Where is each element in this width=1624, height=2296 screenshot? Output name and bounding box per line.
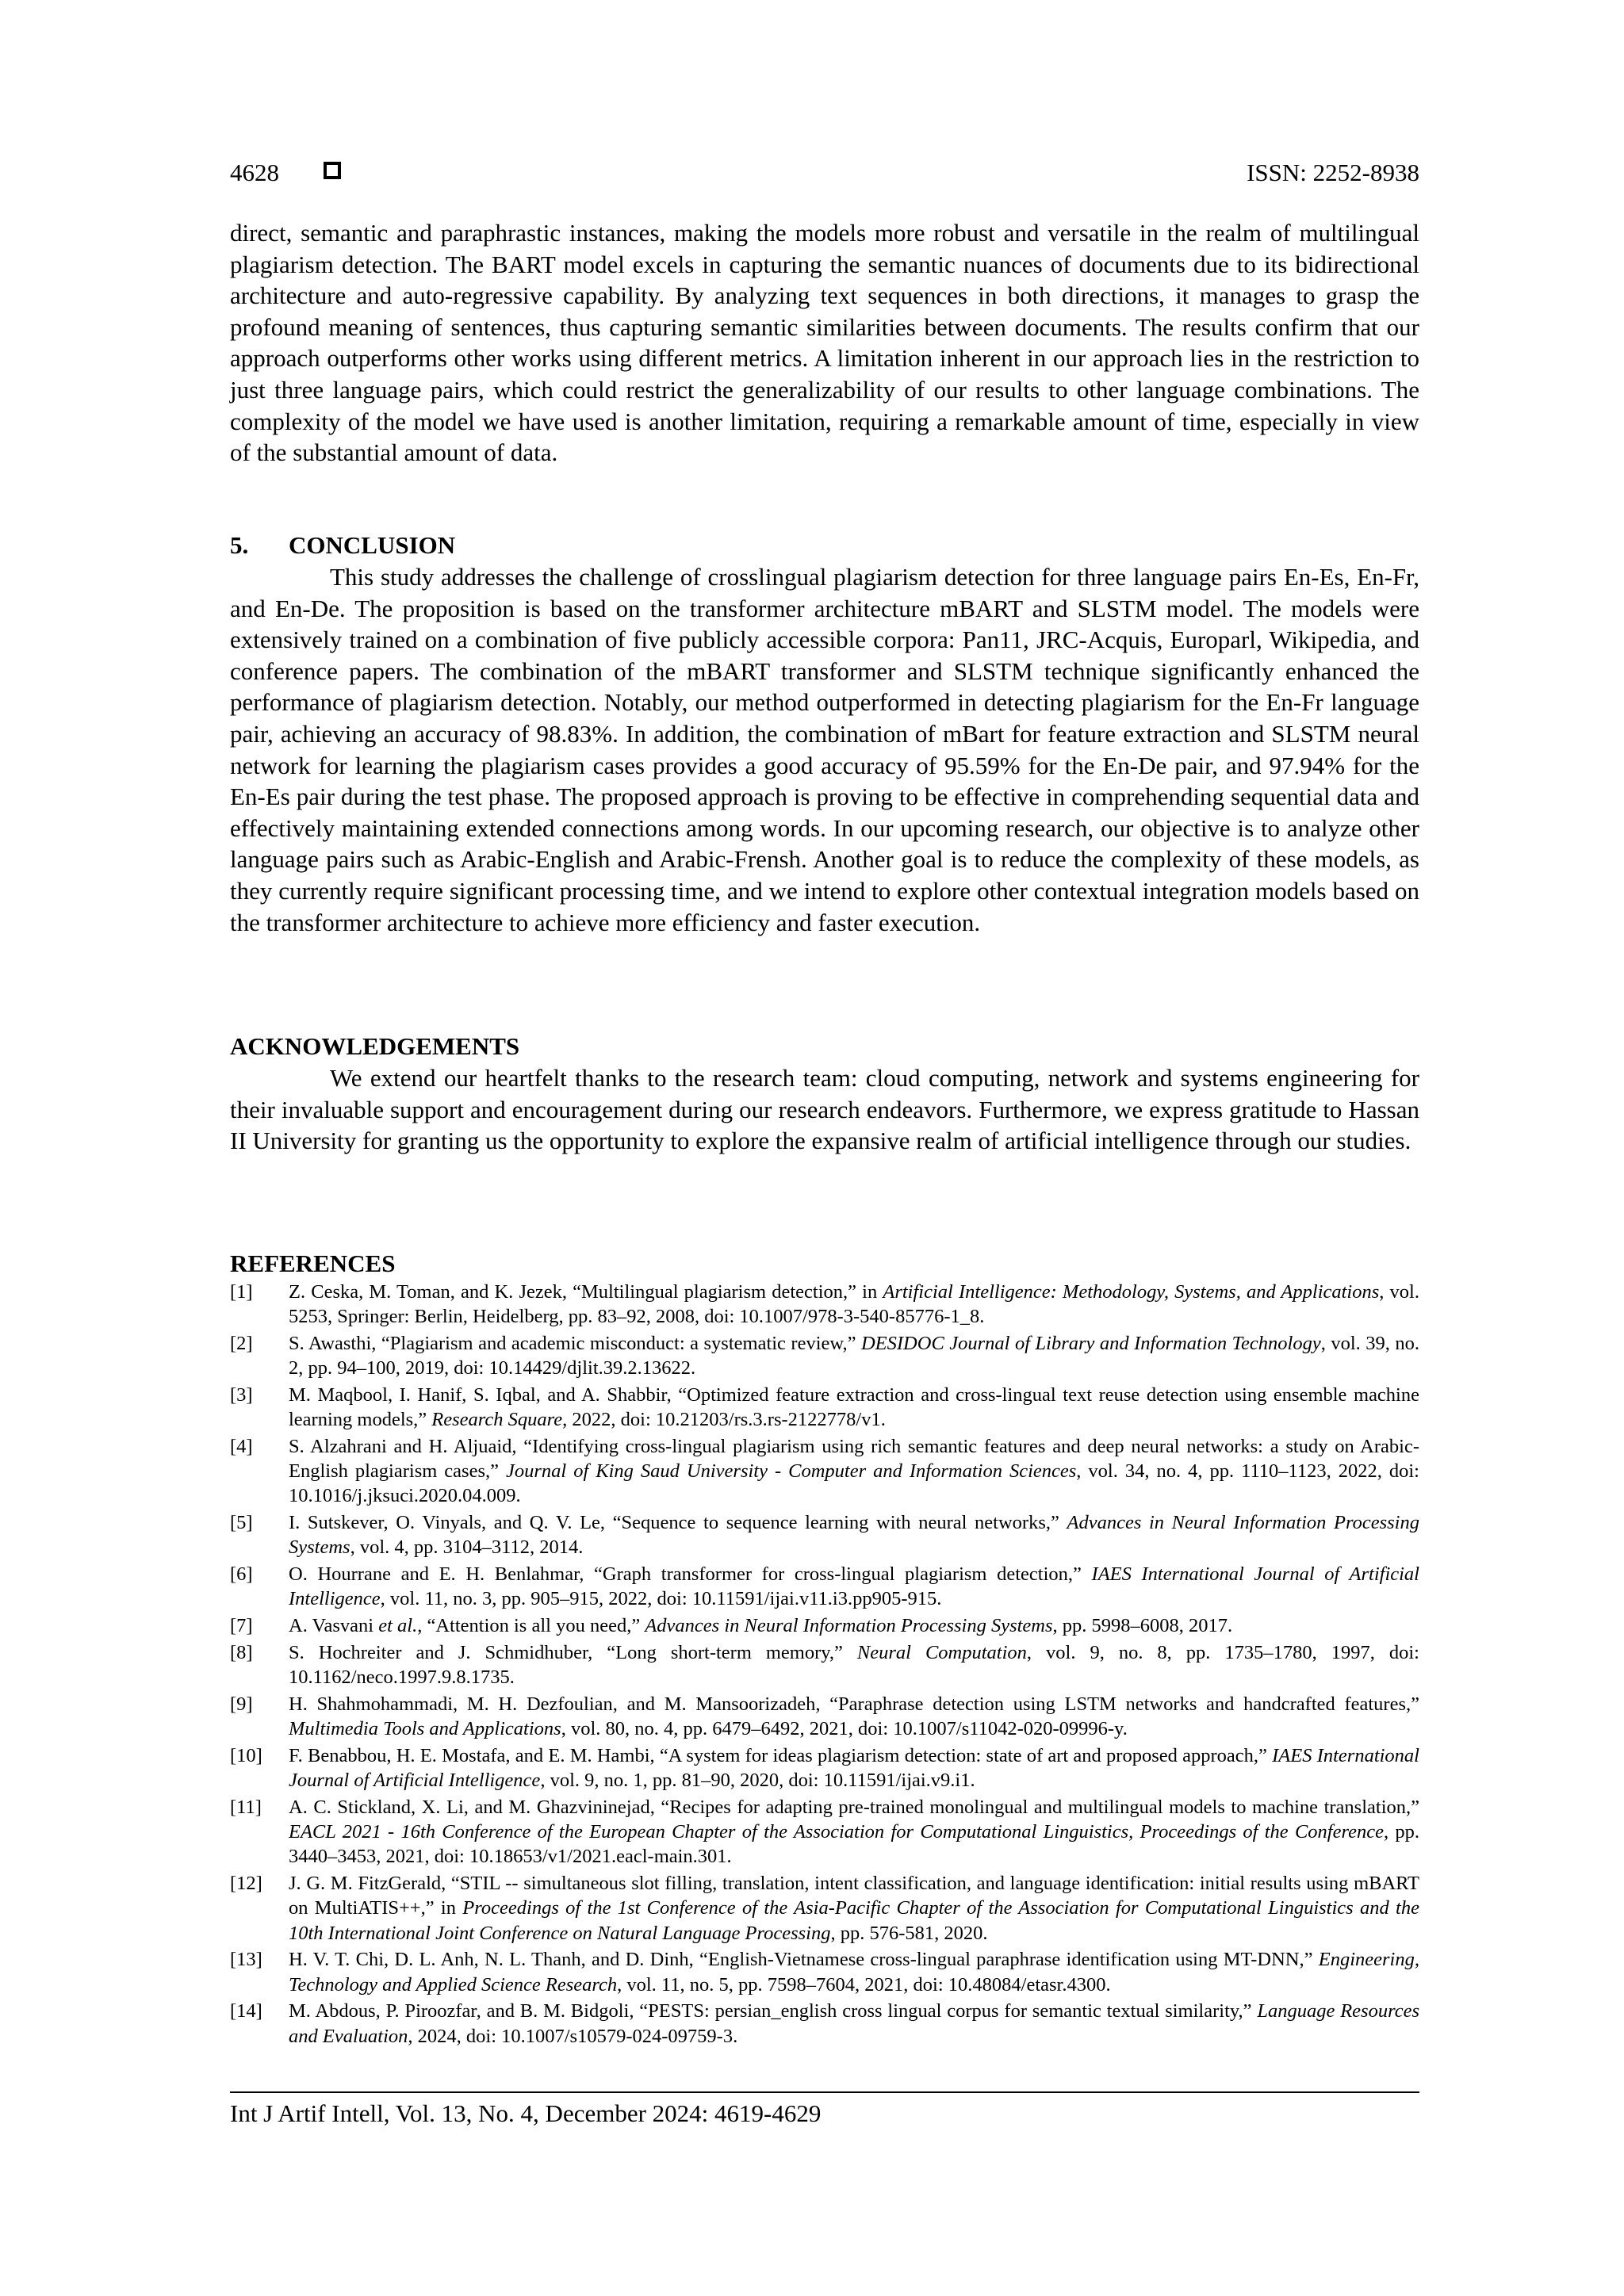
page-header [230, 155, 1419, 190]
acknowledgements-heading [230, 1031, 1419, 1062]
reference-item: [5] I. Sutskever, O. Vinyals, and Q. V. Le, “Sequence to sequence learning with neural networks,” Advances in Neural Information Processing Systems, vol. 4, pp. 3104–3112, 2014. [230, 1512, 1419, 1559]
reference-item: [1] Z. Ceska, M. Toman, and K. Jezek, “Multilingual plagiarism detection,” in Artificial Intelligence: Methodology, Systems, and Applications, vol. 5253, Springer: Berlin, Heidelberg, pp. 83–92, 2008, doi: 10.1007/978-3-540-85776-1_8. [230, 1281, 1419, 1328]
page-number: 4628 [230, 159, 279, 186]
journal-citation: Int J Artif Intell, Vol. 13, No. 4, December 2024: 4619-4629 [230, 2099, 822, 2127]
reference-item: [4] S. Alzahrani and H. Aljuaid, “Identifying cross-lingual plagiarism using rich semantic features and deep neural networks: a study on Arabic-English plagiarism cases,” Journal of King Saud University - Computer and Information Sciences, vol. 34, no. 4, pp. 1110–1123, 2022, doi: 10.1016/j.jksuci.2020.04.009. [230, 1436, 1419, 1507]
reference-number: [7] [230, 1615, 253, 1637]
reference-number: [12] [230, 1873, 262, 1895]
reference-item: [8] S. Hochreiter and J. Schmidhuber, “Long short-term memory,” Neural Computation, vol. 9, no. 8, pp. 1735–1780, 1997, doi: 10.1162/neco.1997.9.8.1735. [230, 1642, 1419, 1689]
reference-number: [3] [230, 1384, 253, 1406]
reference-item: [9] H. Shahmohammadi, M. H. Dezfoulian, and M. Mansoorizadeh, “Paraphrase detection using LSTM networks and handcrafted features,” Multimedia Tools and Applications, vol. 80, no. 4, pp. 6479–6492, 2021, doi: 10.1007/s11042-020-09996-y. [230, 1693, 1419, 1740]
reference-item: [3] M. Maqbool, I. Hanif, S. Iqbal, and A. Shabbir, “Optimized feature extraction and cross-lingual text reuse detection using ensemble machine learning models,” Research Square, 2022, doi: 10.21203/rs.3.rs-2122778/v1. [230, 1384, 1419, 1431]
reference-number: [8] [230, 1642, 253, 1663]
reference-number: [14] [230, 2000, 262, 2022]
reference-number: [4] [230, 1436, 253, 1457]
reference-list [230, 1280, 1419, 2050]
reference-item: [13] H. V. T. Chi, D. L. Anh, N. L. Thanh, and D. Dinh, “English-Vietnamese cross-lingual paraphrase identification using MT-DNN,” Engineering, Technology and Applied Science Research, vol. 11, no. 5, pp. 7598–7604, 2021, doi: 10.48084/etasr.4300. [230, 1949, 1419, 1996]
reference-item: [14] M. Abdous, P. Piroozfar, and B. M. Bidgoli, “PESTS: persian_english cross lingual corpus for semantic textual similarity,” Language Resources and Evaluation, 2024, doi: 10.1007/s10579-024-09759-3. [230, 2000, 1419, 2047]
references-heading [230, 1248, 1419, 1280]
reference-item: [12] J. G. M. FitzGerald, “STIL -- simultaneous slot filling, translation, intent classification, and language identification: initial results using mBART on MultiATIS++,” in Proceedings of the 1st Conference of the Asia-Pacific Chapter of the Association for Computational Linguistics and the 10th International Joint Conference on Natural Language Processing, pp. 576-581, 2020. [230, 1873, 1419, 1944]
reference-number: [10] [230, 1745, 262, 1766]
section-title: CONCLUSION [289, 531, 456, 559]
acknowledgements-text: We extend our heartfelt thanks to the research team: cloud computing, network and systems engineering for their invaluable support and encouragement during our research endeavors. Furthermore, we express gratitude to Hassan II University for granting us the opportunity to explore the expansive realm of artificial intelligence through our studies. [230, 1064, 1419, 1155]
conclusion-heading [230, 530, 1419, 561]
reference-number: [11] [230, 1797, 262, 1818]
reference-number: [6] [230, 1563, 253, 1586]
discussion-paragraph [230, 217, 1419, 469]
reference-item: [6] O. Hourrane and E. H. Benlahmar, “Graph transformer for cross-lingual plagiarism detection,” IAES International Journal of Artificial Intelligence, vol. 11, no. 3, pp. 905–915, 2022, doi: 10.11591/ijai.v11.i3.pp905-915. [230, 1563, 1419, 1610]
conclusion-text: This study addresses the challenge of crosslingual plagiarism detection for three language pairs En-Es, En-Fr, and En-De. The proposition is based on the transformer architecture mBART and SLSTM model. The models were extensively trained on a combination of five publicly accessible corpora: Pan11, JRC-Acquis, Europarl, Wikipedia, and conference papers. The combination of the mBART transformer and SLSTM technique significantly enhanced the performance of plagiarism detection. Notably, our method outperformed in detecting plagiarism for the En-Fr language pair, achieving an accuracy of 98.83%. In addition, the combination of mBart for feature extraction and SLSTM neural network for learning the plagiarism cases provides a good accuracy of 95.59% for the En-De pair, and 97.94% for the En-Es pair during the test phase. The proposed approach is proving to be effective in comprehending sequential data and effectively maintaining extended connections among words. In our upcoming research, our objective is to analyze other language pairs such as Arabic-English and Arabic-Frensh. Another goal is to reduce the complexity of these models, as they currently require significant processing time, and we intend to explore other contextual integration models based on the transformer architecture to achieve more efficiency and faster execution. [230, 563, 1419, 936]
reference-number: [2] [230, 1333, 253, 1354]
reference-item: [2] S. Awasthi, “Plagiarism and academic misconduct: a systematic review,” DESIDOC Journal of Library and Information Technology, vol. 39, no. 2, pp. 94–100, 2019, doi: 10.14429/djlit.39.2.13622. [230, 1333, 1419, 1380]
reference-number: [5] [230, 1512, 253, 1534]
reference-number: [1] [230, 1281, 253, 1303]
conclusion-paragraph [230, 561, 1419, 938]
references-title: REFERENCES [230, 1249, 396, 1277]
acknowledgements-title: ACKNOWLEDGEMENTS [230, 1032, 520, 1060]
reference-item: [7] A. Vasvani et al., “Attention is all you need,” Advances in Neural Information Processing Systems, pp. 5998–6008, 2017. [230, 1613, 1419, 1638]
discussion-text: direct, semantic and paraphrastic instances, making the models more robust and versatile in the realm of multilingual plagiarism detection. The BART model excels in capturing the semantic nuances of documents due to its bidirectional architecture and auto-regressive capability. By analyzing text sequences in both directions, it manages to grasp the profound meaning of sentences, thus capturing semantic similarities between documents. The results confirm that our approach outperforms other works using different metrics. A limitation inherent in our approach lies in the restriction to just three language pairs, which could restrict the generalizability of our results to other language combinations. The complexity of the model we have used is another limitation, requiring a remarkable amount of time, especially in view of the substantial amount of data. [230, 219, 1419, 467]
reference-number: [9] [230, 1693, 253, 1715]
issn: ISSN: 2252-8938 [1247, 159, 1419, 186]
acknowledgements-paragraph [230, 1062, 1419, 1157]
footer-rule [230, 2091, 1419, 2093]
page-footer [230, 2097, 1419, 2130]
section-number: 5. [230, 531, 249, 559]
reference-item: [10] F. Benabbou, H. E. Mostafa, and E. M. Hambi, “A system for ideas plagiarism detection: state of art and proposed approach,” IAES International Journal of Artificial Intelligence, vol. 9, no. 1, pp. 81–90, 2020, doi: 10.11591/ijai.v9.i1. [230, 1745, 1419, 1792]
square-icon [324, 162, 341, 179]
reference-number: [13] [230, 1949, 262, 1971]
reference-item: [11] A. C. Stickland, X. Li, and M. Ghazvininejad, “Recipes for adapting pre-trained monolingual and multilingual models to machine translation,” EACL 2021 - 16th Conference of the European Chapter of the Association for Computational Linguistics, Proceedings of the Conference, pp. 3440–3453, 2021, doi: 10.18653/v1/2021.eacl-main.301. [230, 1797, 1419, 1868]
